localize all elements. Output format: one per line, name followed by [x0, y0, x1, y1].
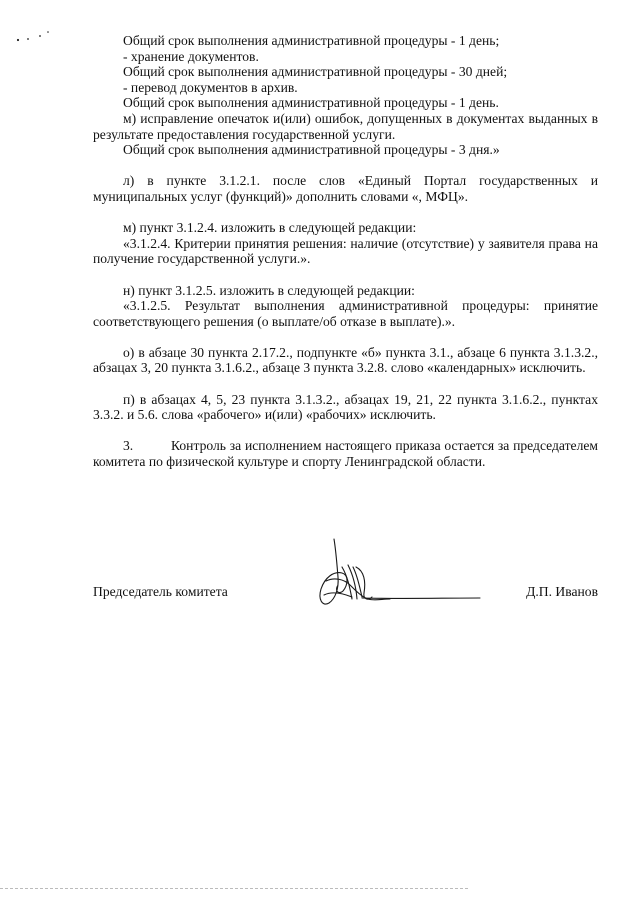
item-3-number: 3. [123, 438, 134, 454]
paragraph-item-m-quote: «3.1.2.4. Критерии принятия решения: наличие (отсутствие) у заявителя права на получение государственной услуги.». [93, 235, 598, 267]
paragraph-correction: м) исправление опечаток и(или) ошибок, допущенных в документах выданных в результате предоставления государственной услуги. [93, 110, 598, 142]
scan-edge-line [0, 888, 640, 889]
signatory-name: Д.П. Иванов [526, 584, 598, 599]
paragraph-item-p: п) в абзацах 4, 5, 23 пункта 3.1.3.2., абзацах 19, 21, 22 пункта 3.1.6.2., пунктах 3.3.2. и 5.6. слова «рабочего» и(или) «рабочих» исключить. [93, 391, 598, 423]
paragraph-item-o: о) в абзаце 30 пункта 2.17.2., подпункте «б» пункта 3.1., абзаце 6 пункта 3.1.3.2., абзацах 3, 20 пункта 3.1.6.2., абзаце 3 пункта 3.2.8. слово «календарных» исключить. [93, 344, 598, 376]
paragraph-item-l: л) в пункте 3.1.2.1. после слов «Единый Портал государственных и муниципальных услуг (функций)» дополнить словами «, МФЦ». [93, 173, 598, 204]
document-body [93, 33, 598, 470]
signatory-title: Председатель комитета [93, 584, 228, 599]
signature-block [93, 584, 598, 604]
paragraph-line-1: Общий срок выполнения административной процедуры - 1 день; [123, 33, 500, 48]
paragraph-item-n-quote: «3.1.2.5. Результат выполнения административной процедуры: принятие соответствующего решения (о выплате/об отказе в выплате).». [93, 298, 598, 329]
paragraph-item-n: н) пункт 3.1.2.5. изложить в следующей редакции: [123, 282, 415, 298]
scan-specks [14, 30, 54, 50]
paragraph-line-3: Общий срок выполнения административной процедуры - 30 дней; [123, 64, 508, 80]
paragraph-line-7: Общий срок выполнения административной процедуры - 3 дня.» [123, 142, 500, 158]
paragraph-item-m: м) пункт 3.1.2.4. изложить в следующей редакции: [123, 220, 417, 236]
item-3-text: Контроль за исполнением настоящего приказа остается за председателем комитета по физической культуре и спорту Ленинградской области. [93, 438, 598, 470]
paragraph-line-5: Общий срок выполнения административной процедуры - 1 день. [123, 95, 499, 111]
paragraph-line-2: - хранение документов. [123, 48, 259, 64]
paragraph-item-3 [93, 438, 598, 469]
paragraph-line-4: - перевод документов в архив. [123, 79, 298, 95]
